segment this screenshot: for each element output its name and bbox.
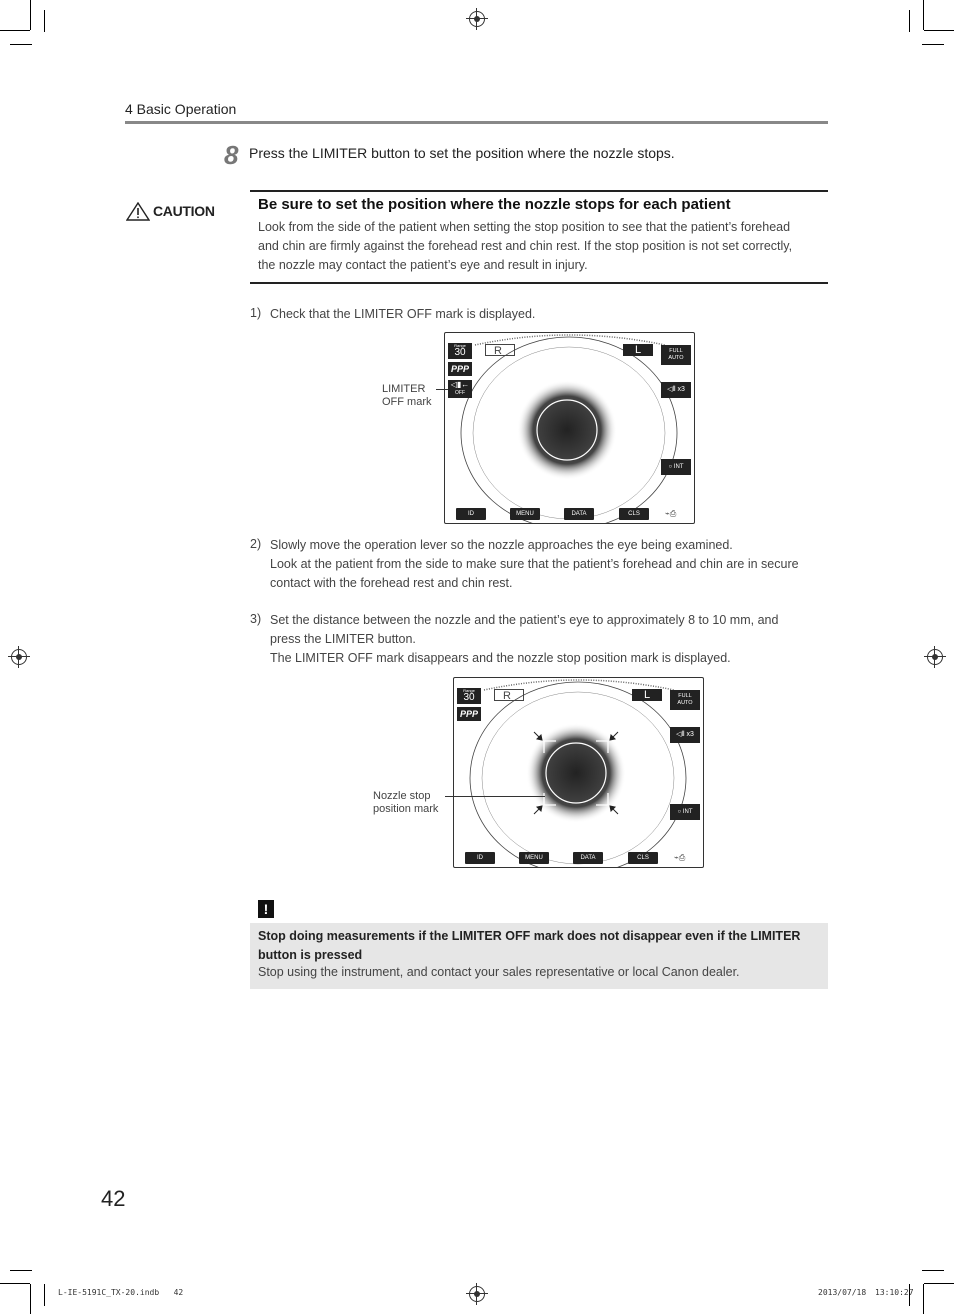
nozzle-stop-callout <box>373 790 438 816</box>
left-eye-indicator: L <box>632 689 662 701</box>
crop-mark <box>924 30 954 31</box>
crop-mark <box>30 0 31 30</box>
callout-line: OFF mark <box>382 396 432 408</box>
footer-file: L-IE-5191C_TX-20.indb 42 <box>58 1288 184 1297</box>
caution-line: Look from the side of the patient when setting the stop position to see that the patient’s forehead <box>258 220 791 234</box>
full-auto-line: FULL <box>669 348 683 354</box>
step-number: 8 <box>224 140 239 170</box>
full-auto-line: AUTO <box>677 700 693 706</box>
caution-label: CAUTION <box>153 203 215 219</box>
device-screen-limiter-off <box>444 332 695 524</box>
crop-mark <box>44 10 45 32</box>
full-auto-button[interactable] <box>670 690 700 710</box>
shot-count-label: x3 <box>677 386 685 393</box>
menu-button[interactable]: MENU <box>519 852 549 864</box>
caution-line: the nozzle may contact the patient’s eye and result in injury. <box>258 258 588 272</box>
cls-button[interactable]: CLS <box>628 852 658 864</box>
crop-mark <box>924 1283 954 1284</box>
eye-illustration <box>454 678 703 867</box>
crop-mark <box>10 44 32 45</box>
ppp-indicator: PPP <box>448 362 472 376</box>
crop-mark <box>922 1270 944 1271</box>
id-button[interactable]: ID <box>465 852 495 864</box>
substep-line: contact with the forehead rest and chin rest. <box>270 576 513 590</box>
nozzle-icon: ◁⦀ <box>676 731 685 738</box>
substep-line: The LIMITER OFF mark disappears and the nozzle stop position mark is displayed. <box>270 651 731 665</box>
substep-line: Slowly move the operation lever so the nozzle approaches the eye being examined. <box>270 538 733 552</box>
limiter-icon: ◁▮← <box>450 380 470 389</box>
range-indicator <box>448 343 472 359</box>
callout-line: LIMITER <box>382 383 426 395</box>
left-eye-indicator: L <box>623 344 653 356</box>
printer-icon: ⌁⎙ <box>674 853 686 862</box>
exclamation-icon: ! <box>258 900 274 918</box>
device-screen-stop-position <box>453 677 704 868</box>
callout-leader <box>436 389 448 390</box>
shot-count-button[interactable] <box>661 382 691 398</box>
section-header: 4 Basic Operation <box>125 101 237 117</box>
header-rule <box>125 121 828 124</box>
limiter-off-callout <box>382 383 432 409</box>
registration-mark-icon <box>927 649 943 665</box>
substep-line: press the LIMITER button. <box>270 632 416 646</box>
data-button[interactable]: DATA <box>573 852 603 864</box>
substep-text <box>270 536 799 593</box>
right-eye-indicator: R <box>485 344 515 356</box>
note-title-line: button is pressed <box>258 948 363 962</box>
crop-mark <box>922 44 944 45</box>
full-auto-line: FULL <box>678 693 692 699</box>
registration-mark-icon <box>11 649 27 665</box>
substep-text <box>270 611 778 668</box>
substep-number: 2) <box>250 537 262 551</box>
warning-triangle-icon <box>126 202 150 226</box>
callout-line: Nozzle stop <box>373 790 431 802</box>
limiter-off-mark <box>448 380 472 398</box>
id-button[interactable]: ID <box>456 508 486 520</box>
eye-illustration <box>445 333 694 523</box>
substep-number: 3) <box>250 612 262 626</box>
int-button[interactable] <box>661 459 691 475</box>
caution-body <box>258 218 823 275</box>
step-text: Press the LIMITER button to set the position where the nozzle stops. <box>249 145 675 161</box>
range-value: 30 <box>463 692 475 703</box>
full-auto-button[interactable] <box>661 345 691 365</box>
int-button[interactable] <box>670 804 700 820</box>
shot-count-button[interactable] <box>670 727 700 743</box>
substep-line: Look at the patient from the side to make sure that the patient’s forehead and chin are in secure <box>270 557 799 571</box>
crop-mark <box>0 1283 30 1284</box>
substep-text: Check that the LIMITER OFF mark is displayed. <box>270 307 536 321</box>
crop-mark <box>923 0 924 30</box>
range-indicator <box>457 688 481 704</box>
nozzle-icon: ◁⦀ <box>667 386 676 393</box>
note-body: Stop using the instrument, and contact your sales representative or local Canon dealer. <box>258 965 740 979</box>
crop-mark <box>923 1284 924 1314</box>
int-label: INT <box>682 809 693 815</box>
ppp-indicator: PPP <box>457 707 481 721</box>
substep-line: Set the distance between the nozzle and the patient’s eye to approximately 8 to 10 mm, and <box>270 613 779 627</box>
full-auto-line: AUTO <box>668 355 684 361</box>
callout-line: position mark <box>373 803 439 815</box>
callout-leader <box>445 796 545 797</box>
range-label: Range <box>463 688 475 693</box>
shot-count-label: x3 <box>686 731 694 738</box>
note-title <box>258 927 824 965</box>
caution-title: Be sure to set the position where the nozzle stops for each patient <box>258 196 731 213</box>
int-label: INT <box>673 464 684 470</box>
printer-icon: ⌁⎙ <box>665 509 677 518</box>
page-number: 42 <box>101 1186 126 1211</box>
crop-mark <box>909 10 910 32</box>
range-value: 30 <box>454 347 466 358</box>
caution-line: and chin are firmly against the forehead rest and chin rest. If the stop position is not set correctly, <box>258 239 793 253</box>
right-eye-indicator: R <box>494 689 524 701</box>
circle-icon: ○ <box>677 809 682 815</box>
note-title-line: Stop doing measurements if the LIMITER OFF mark does not disappear even if the LIMITER <box>258 929 801 943</box>
registration-mark-icon <box>469 11 485 27</box>
crop-mark <box>10 1270 32 1271</box>
substep-number: 1) <box>250 306 262 320</box>
circle-icon: ○ <box>668 464 673 470</box>
data-button[interactable]: DATA <box>564 508 594 520</box>
footer-time: 13:10:27 <box>875 1288 914 1297</box>
registration-mark-icon <box>469 1286 485 1302</box>
crop-mark <box>44 1284 45 1306</box>
footer-date: 2013/07/18 <box>818 1288 867 1297</box>
range-label: Range <box>454 343 466 348</box>
crop-mark <box>30 1284 31 1314</box>
menu-button[interactable]: MENU <box>510 508 540 520</box>
cls-button[interactable]: CLS <box>619 508 649 520</box>
off-label: OFF <box>455 390 465 396</box>
crop-mark <box>0 30 30 31</box>
